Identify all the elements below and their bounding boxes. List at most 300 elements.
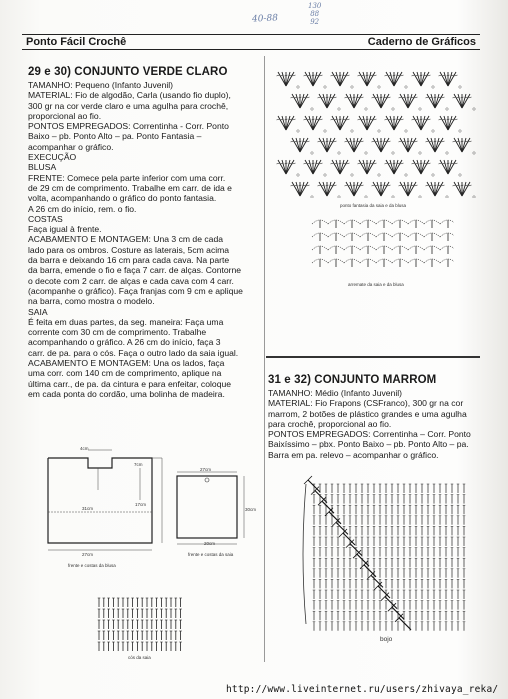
fan-stitch <box>400 182 408 196</box>
dim-label: 4cm <box>80 446 89 451</box>
fan-stitch <box>309 116 313 130</box>
fan-stitch <box>413 72 421 86</box>
fan-stitch <box>400 138 408 152</box>
chain-stitch <box>338 108 340 110</box>
fan-stitch <box>448 116 456 130</box>
fan-stitch <box>354 138 358 152</box>
handwritten-fraction: 130 88 92 <box>308 2 322 26</box>
stitch-bar <box>304 119 307 120</box>
header-left-title: Ponto Fácil Crochê <box>26 36 127 48</box>
chart-edge <box>303 484 306 624</box>
fan-stitch <box>367 116 375 130</box>
text-line: Baixíssimo – pbx. Ponto Baixo – pb. Ponto Alto – pa. <box>268 439 469 450</box>
text-line: da barra e deixando 16 cm para cada cava. Na parte <box>28 255 230 266</box>
chain-stitch <box>365 196 367 198</box>
text-line: de 29 cm de comprimento. Trabalhe em carr. de ida e <box>28 182 232 193</box>
chain-stitch <box>392 196 394 198</box>
fan-stitch <box>408 138 412 152</box>
fan-stitch <box>340 72 344 86</box>
fan-stitch <box>286 72 290 86</box>
text-line: corrente com 30 cm de comprimento. Trabalhe <box>28 327 207 338</box>
chain-stitch <box>297 130 299 132</box>
chart-caption: arremate da saia e da blusa <box>348 282 404 287</box>
fan-stitch <box>394 160 398 174</box>
fan-stitch <box>427 138 435 152</box>
fan-stitch <box>354 182 362 196</box>
fan-stitch <box>394 116 398 130</box>
fan-stitch <box>367 72 371 86</box>
stitch-bar <box>318 141 321 142</box>
text-line: TAMANHO: Médio (Infanto Juvenil) <box>268 388 403 398</box>
chain-stitch <box>419 196 421 198</box>
fan-stitch <box>440 116 448 130</box>
fan-stitch <box>462 138 470 152</box>
fan-stitch <box>386 72 394 86</box>
stitch-bar <box>426 97 429 98</box>
stitch-bar <box>320 119 323 120</box>
chain-stitch <box>351 130 353 132</box>
fan-stitch <box>292 94 300 108</box>
fan-stitch <box>448 72 452 86</box>
fan-stitch <box>458 138 462 152</box>
fan-stitch <box>336 72 340 86</box>
text-line: SAIA <box>28 306 48 317</box>
fan-stitch <box>421 72 429 86</box>
chain-stitch <box>459 86 461 88</box>
text-line: É feita em duas partes, da seg. maneira: Faça uma <box>28 316 224 327</box>
stitch-bar <box>372 185 375 186</box>
stitch-bar <box>455 119 458 120</box>
blusa-diagram <box>40 440 170 560</box>
fan-stitch <box>377 138 381 152</box>
fan-stitch <box>309 72 313 86</box>
fan-stitch <box>421 160 425 174</box>
fan-stitch <box>327 94 331 108</box>
chain-stitch <box>365 152 367 154</box>
stitch-bar <box>401 75 404 76</box>
diagonal-stitch <box>385 597 397 609</box>
fan-stitch <box>404 138 408 152</box>
stitch-bar <box>415 97 418 98</box>
fan-stitch <box>386 160 394 174</box>
fan-stitch <box>404 94 408 108</box>
stitch-bar <box>439 119 442 120</box>
fan-stitch <box>319 138 327 152</box>
stitch-bar <box>347 163 350 164</box>
fan-stitch <box>462 94 466 108</box>
fan-stitch <box>336 116 340 130</box>
text-line: PONTOS EMPREGADOS: Correntinha – Corr. Ponto <box>268 429 471 440</box>
chain-stitch <box>432 130 434 132</box>
stitch-bar <box>347 119 350 120</box>
section-title: 29 e 30) CONJUNTO VERDE CLARO <box>28 66 228 78</box>
fan-stitch <box>350 182 354 196</box>
fan-stitch <box>394 72 402 86</box>
stitch-bar <box>291 97 294 98</box>
fan-stitch <box>454 94 462 108</box>
text-line: FRENTE: Comece pela parte inferior com uma corr. <box>28 172 226 183</box>
chain-stitch <box>311 108 313 110</box>
fan-stitch <box>440 72 448 86</box>
fan-stitch <box>313 72 321 86</box>
chart-caption: cós da saia <box>128 655 151 660</box>
chain-stitch <box>324 86 326 88</box>
fan-stitch <box>300 94 304 108</box>
stitch-bar <box>453 141 456 142</box>
stitch-bar <box>293 75 296 76</box>
fan-stitch <box>282 72 286 86</box>
fan-stitch <box>292 138 300 152</box>
chart-caption: bojo <box>380 636 393 643</box>
stitch-bar <box>304 163 307 164</box>
text-line: lado para os ombros. Costure as laterais, 5cm acima <box>28 244 230 255</box>
stitch-bar <box>277 75 280 76</box>
barra-relevo-chart <box>298 474 474 632</box>
fan-stitch <box>413 160 421 174</box>
fan-stitch <box>462 182 466 196</box>
fan-stitch <box>300 94 308 108</box>
text-line: marrom, 2 botões de plástico grandes e uma agulha <box>268 408 467 419</box>
fan-stitch <box>444 72 448 86</box>
dim-label: 30cm <box>245 507 257 512</box>
fan-stitch <box>444 160 448 174</box>
stitch-bar <box>345 185 348 186</box>
stitch-bar <box>388 97 391 98</box>
fan-stitch <box>390 116 394 130</box>
stitch-bar <box>401 163 404 164</box>
text-line: carr. de pa. para o cós. Faça o outro lado da saia igual. <box>28 347 239 358</box>
fan-stitch <box>408 182 416 196</box>
fan-stitch <box>408 182 412 196</box>
stitch-bar <box>455 75 458 76</box>
stitch-bar <box>399 185 402 186</box>
fan-stitch <box>404 182 408 196</box>
dim-label: 27cm <box>82 552 94 557</box>
dim-label: 20cm <box>204 541 216 546</box>
stitch-bar <box>372 97 375 98</box>
stitch-bar <box>455 163 458 164</box>
fan-stitch <box>435 94 443 108</box>
chain-stitch <box>446 152 448 154</box>
text-line: proporcional ao fio. <box>28 110 102 121</box>
fan-stitch <box>286 160 290 174</box>
chain-stitch <box>378 130 380 132</box>
stitch-bar <box>388 141 391 142</box>
chain-stitch <box>432 174 434 176</box>
fan-stitch <box>305 160 313 174</box>
fan-stitch <box>313 116 321 130</box>
chain-stitch <box>297 86 299 88</box>
chain-stitch <box>419 152 421 154</box>
fan-stitch <box>300 138 304 152</box>
chain-stitch <box>365 108 367 110</box>
stitch-bar <box>345 141 348 142</box>
fan-stitch <box>458 182 462 196</box>
chain-stitch <box>351 86 353 88</box>
fan-stitch <box>435 182 443 196</box>
fan-stitch <box>454 138 462 152</box>
fan-stitch <box>390 72 394 86</box>
stitch-bar <box>318 97 321 98</box>
fan-stitch <box>435 138 439 152</box>
fan-stitch <box>454 182 462 196</box>
chain-stitch <box>378 86 380 88</box>
stitch-bar <box>320 75 323 76</box>
stitch-bar <box>361 97 364 98</box>
stitch-bar <box>442 97 445 98</box>
fan-stitch <box>332 72 340 86</box>
handwritten-note: 40-88 <box>251 13 279 25</box>
stitch-bar <box>318 185 321 186</box>
fan-stitch <box>350 94 354 108</box>
fan-stitch <box>400 94 408 108</box>
fan-stitch <box>394 72 398 86</box>
text-line: MATERIAL: Fio de algodão, Carla (usando fio duplo), <box>28 90 231 101</box>
text-line: ACABAMENTO E MONTAGEM: Una os lados, faça <box>28 358 225 369</box>
stitch-bar <box>453 97 456 98</box>
stitch-bar <box>428 119 431 120</box>
chain-stitch <box>378 174 380 176</box>
stitch-bar <box>415 141 418 142</box>
fan-stitch <box>278 116 286 130</box>
stitch-bar <box>374 75 377 76</box>
fan-stitch <box>286 116 294 130</box>
fan-stitch <box>359 116 367 130</box>
stitch-bar <box>293 163 296 164</box>
stitch-bar <box>426 141 429 142</box>
fan-stitch <box>381 94 385 108</box>
stitch-bar <box>277 163 280 164</box>
stitch-bar <box>358 163 361 164</box>
fan-stitch <box>448 160 456 174</box>
fan-stitch <box>373 182 381 196</box>
fan-stitch <box>286 116 290 130</box>
fan-stitch <box>417 160 421 174</box>
stitch-bar <box>428 75 431 76</box>
chain-stitch <box>351 174 353 176</box>
stitch-bar <box>412 119 415 120</box>
stitch-bar <box>334 97 337 98</box>
fan-stitch <box>408 94 416 108</box>
column-divider <box>264 56 265 662</box>
fan-stitch <box>431 94 435 108</box>
text-line: acompanhando o gráfico. A 26 cm do início, faça 3 <box>28 337 221 348</box>
stitch-bar <box>374 163 377 164</box>
section-divider <box>266 356 480 358</box>
chain-loop <box>440 259 454 263</box>
fan-stitch <box>367 116 371 130</box>
dim-label: 31cm <box>82 506 94 511</box>
fan-stitch <box>354 94 358 108</box>
fan-stitch <box>363 116 367 130</box>
fan-stitch <box>367 160 371 174</box>
stitch-bar <box>439 75 442 76</box>
text-line: acompanhar o gráfico. <box>28 141 114 152</box>
text-line: o decote com 2 carr. de alças e cada cava com 4 carr. <box>28 275 234 286</box>
stitch-bar <box>291 185 294 186</box>
fan-stitch <box>278 72 286 86</box>
diagonal-stitch <box>399 618 411 630</box>
chain-stitch <box>405 174 407 176</box>
cos-da-saia-chart <box>96 594 184 652</box>
fan-stitch <box>332 160 340 174</box>
stitch-bar <box>412 75 415 76</box>
stitch-bar <box>361 185 364 186</box>
fan-stitch <box>381 138 385 152</box>
chain-stitch <box>405 130 407 132</box>
chain-stitch <box>446 108 448 110</box>
fan-stitch <box>346 138 354 152</box>
fan-stitch <box>354 138 362 152</box>
fan-stitch <box>381 182 389 196</box>
diagonal-stitch <box>315 491 327 503</box>
chain-loop <box>440 246 454 250</box>
fan-stitch <box>448 72 456 86</box>
fan-stitch <box>332 116 340 130</box>
fan-stitch <box>296 182 300 196</box>
fan-stitch <box>327 138 335 152</box>
fan-stitch <box>323 138 327 152</box>
fan-stitch <box>462 138 466 152</box>
chain-stitch <box>297 174 299 176</box>
stitch-bar <box>307 185 310 186</box>
stitch-bar <box>293 119 296 120</box>
fan-stitch <box>367 160 375 174</box>
fan-stitch <box>336 160 340 174</box>
text-line: EXECUÇÃO <box>28 152 77 163</box>
fan-stitch <box>390 160 394 174</box>
section-body <box>268 388 480 460</box>
stitch-bar <box>469 185 472 186</box>
text-line: BLUSA <box>28 162 57 173</box>
fan-stitch <box>313 160 321 174</box>
fan-stitch <box>300 138 308 152</box>
chain-loop <box>440 220 454 224</box>
stitch-bar <box>412 163 415 164</box>
text-line: na barra, como mostra o modelo. <box>28 296 155 307</box>
fan-stitch <box>278 160 286 174</box>
stitch-bar <box>469 97 472 98</box>
fan-stitch <box>296 138 300 152</box>
fan-stitch <box>340 160 348 174</box>
diagram-caption: frente e costas da blusa <box>68 563 116 568</box>
chart-caption: ponto fantasia da saia e da blusa <box>340 203 407 208</box>
chain-stitch <box>405 86 407 88</box>
fan-stitch <box>340 116 344 130</box>
stitch-bar <box>307 97 310 98</box>
text-line: da barra, emende o fio e faça 7 carr. de alças. Contorne <box>28 265 242 276</box>
stitch-bar <box>374 119 377 120</box>
fan-stitch <box>340 116 348 130</box>
stitch-bar <box>307 141 310 142</box>
diagonal-stitch <box>343 533 355 545</box>
fan-stitch <box>354 94 362 108</box>
fan-stitch <box>319 94 327 108</box>
chain-stitch <box>419 108 421 110</box>
chain-stitch <box>459 174 461 176</box>
fan-stitch <box>448 160 452 174</box>
fan-stitch <box>367 72 375 86</box>
fan-stitch <box>394 160 402 174</box>
stitch-bar <box>320 163 323 164</box>
stitch-bar <box>442 141 445 142</box>
text-line: última carr., de pa. da cintura e para enfeitar, coloque <box>28 378 232 389</box>
fan-stitch <box>386 116 394 130</box>
stitch-bar <box>426 185 429 186</box>
fan-stitch <box>435 138 443 152</box>
chain-stitch <box>324 130 326 132</box>
fan-stitch <box>327 94 335 108</box>
text-line: Baixo – pb. Ponto Alto – pa. Ponto Fantasia – <box>28 131 202 142</box>
fan-stitch <box>431 182 435 196</box>
stitch-bar <box>385 163 388 164</box>
fan-stitch <box>313 160 317 174</box>
fan-stitch <box>286 72 294 86</box>
fan-stitch <box>296 94 300 108</box>
fan-stitch <box>373 94 381 108</box>
text-line: em cada ponta do cordão, uma bolinha de madeira. <box>28 388 225 399</box>
text-line: Faça igual à frente. <box>28 224 102 235</box>
text-line: COSTAS <box>28 213 63 224</box>
fan-stitch <box>444 116 448 130</box>
dim-label: 7cm <box>134 462 143 467</box>
fan-stitch <box>346 94 354 108</box>
stitch-bar <box>428 163 431 164</box>
chain-stitch <box>432 86 434 88</box>
fan-stitch <box>363 160 367 174</box>
fan-stitch <box>327 182 335 196</box>
fan-stitch <box>327 138 331 152</box>
source-url: http://www.liveinternet.ru/users/zhivaya_reka/ <box>226 684 499 695</box>
fan-stitch <box>421 160 429 174</box>
stitch-bar <box>358 119 361 120</box>
chain-stitch <box>338 196 340 198</box>
dim-label: 27cm <box>200 467 212 472</box>
text-line: PONTOS EMPREGADOS: Correntinha - Corr. Ponto <box>28 121 229 132</box>
text-line: A 26 cm do início, rem. o fio. <box>28 203 137 214</box>
fan-stitch <box>300 182 304 196</box>
stitch-bar <box>399 97 402 98</box>
stitch-bar <box>385 119 388 120</box>
stitch-bar <box>277 119 280 120</box>
text-line: uma corr. com 140 cm de comprimento, aplique na <box>28 368 222 379</box>
page-header <box>22 34 480 50</box>
fan-stitch <box>286 160 294 174</box>
fan-stitch <box>377 94 381 108</box>
chain-stitch <box>473 196 475 198</box>
stitch-bar <box>385 75 388 76</box>
fan-stitch <box>427 182 435 196</box>
fan-stitch <box>435 182 439 196</box>
fan-stitch <box>421 116 425 130</box>
fan-stitch <box>381 138 389 152</box>
fan-stitch <box>377 182 381 196</box>
fan-stitch <box>381 182 385 196</box>
chain-stitch <box>392 152 394 154</box>
fan-stitch <box>359 160 367 174</box>
fan-stitch <box>417 116 421 130</box>
fan-stitch <box>340 72 348 86</box>
fan-stitch <box>319 182 327 196</box>
chain-stitch <box>311 152 313 154</box>
section-title: 31 e 32) CONJUNTO MARROM <box>268 374 437 386</box>
chain-stitch <box>338 152 340 154</box>
section-body <box>28 80 260 399</box>
chain-stitch <box>459 130 461 132</box>
fan-stitch <box>309 160 313 174</box>
section-marrom <box>268 374 480 460</box>
chain-loop <box>440 233 454 237</box>
